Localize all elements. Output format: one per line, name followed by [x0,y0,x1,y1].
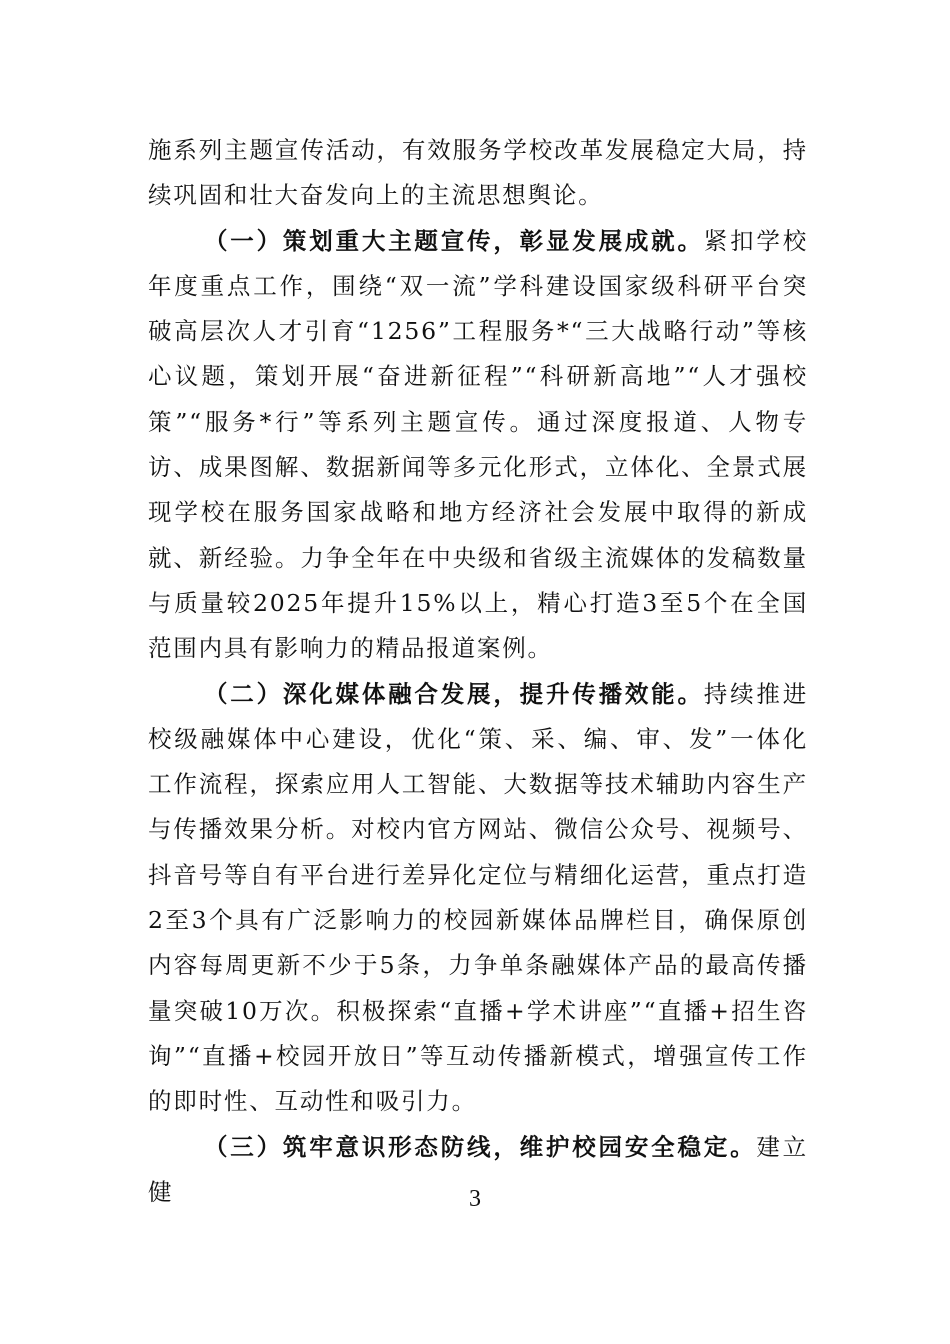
paragraph-body: 施系列主题宣传活动，有效服务学校改革发展稳定大局，持续巩固和壮大奋发向上的主流思想舆论。 [148,136,808,210]
paragraph-section-1 [148,219,808,672]
section-heading-1: （一）策划重大主题宣传，彰显发展成就。 [204,226,704,255]
paragraph-section-2 [148,672,808,1125]
paragraph-body: 持续推进校级融媒体中心建设，优化“策、采、编、审、发”一体化工作流程，探索应用人工智能、大数据等技术辅助内容生产与传播效果分析。对校内官方网站、微信公众号、视频号、抖音号等自有平台进行差异化定位与精细化运营，重点打造2至3个具有广泛影响力的校园新媒体品牌栏目，确保原创内容每周更新不少于5条，力争单条融媒体产品的最高传播量突破10万次。积极探索“直播+学术讲座”“直播+招生咨询”“直播+校园开放日”等互动传播新模式，增强宣传工作的即时性、互动性和吸引力。 [148,679,808,1116]
section-heading-2: （二）深化媒体融合发展，提升传播效能。 [204,679,704,708]
page-number: 3 [469,1186,481,1212]
section-heading-3: （三）筑牢意识形态防线，维护校园安全稳定。 [204,1132,757,1161]
document-page [148,128,808,1215]
paragraph-intro-continued [148,128,808,219]
paragraph-body: 紧扣学校年度重点工作，围绕“双一流”学科建设国家级科研平台突破高层次人才引育“1256”工程服务*“三大战略行动”等核心议题，策划开展“奋进新征程”“科研新高地”“人才强校策”“服务*行”等系列主题宣传。通过深度报道、人物专访、成果图解、数据新闻等多元化形式，立体化、全景式展现学校在服务国家战略和地方经济社会发展中取得的新成就、新经验。力争全年在中央级和省级主流媒体的发稿数量与质量较2025年提升15%以上，精心打造3至5个在全国范围内具有影响力的精品报道案例。 [148,226,808,663]
paragraph-body: 建立健 [148,1132,808,1206]
